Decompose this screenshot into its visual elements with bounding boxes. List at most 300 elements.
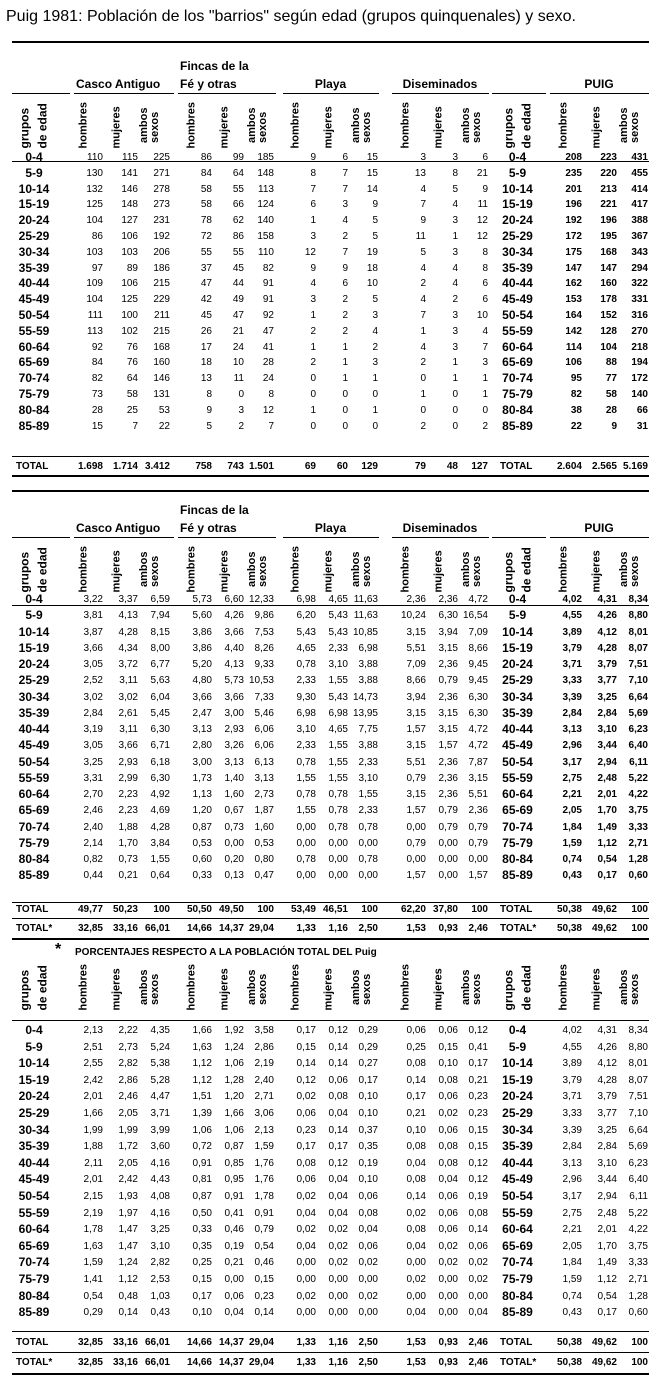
data-cell: 0,08 xyxy=(358,1207,378,1219)
data-cell: 0,21 xyxy=(406,1108,426,1119)
data-cell: 3,88 xyxy=(358,740,378,752)
col-header-text: ambos sexos xyxy=(460,969,483,1005)
col-header-text: mujeres xyxy=(590,550,603,593)
col-header-ambos xyxy=(138,960,161,1016)
data-cell: 192 xyxy=(565,215,582,227)
total-cell: 1,16 xyxy=(328,923,348,934)
data-cell: 6 xyxy=(342,152,348,163)
age-group-label: 50-54 xyxy=(18,754,50,769)
data-cell: 2 xyxy=(342,310,348,321)
data-cell: 0,00 xyxy=(358,870,378,882)
data-cell: 0,87 xyxy=(192,1191,212,1202)
data-cell: 431 xyxy=(631,152,648,163)
data-cell: 0,15 xyxy=(438,1041,458,1053)
table-row xyxy=(0,150,659,165)
data-cell: 7 xyxy=(342,167,348,179)
data-cell: 2,05 xyxy=(562,1240,582,1252)
data-cell: 316 xyxy=(631,310,648,321)
data-cell: 15 xyxy=(366,167,378,179)
age-header-grupos-left xyxy=(14,98,32,154)
data-cell: 8,07 xyxy=(628,1074,648,1086)
data-cell: 0,00 xyxy=(406,854,426,865)
data-cell: 1 xyxy=(342,373,348,385)
age-group-label-puig: 25-29 xyxy=(502,1106,533,1120)
col-header-text: ambos sexos xyxy=(618,551,641,587)
data-cell: 1 xyxy=(310,310,316,321)
data-cell: 58 xyxy=(126,389,138,400)
age-group-label-puig: 80-84 xyxy=(502,1288,533,1303)
header-fincas-top: Fincas de la xyxy=(180,503,249,517)
data-cell: 4,28 xyxy=(150,821,170,833)
data-cell: 0 xyxy=(452,389,458,400)
total-cell: 49,62 xyxy=(591,1357,617,1368)
data-cell: 44 xyxy=(232,278,244,290)
data-cell: 201 xyxy=(565,183,582,195)
data-cell: 0,78 xyxy=(328,789,348,800)
data-cell: 7 xyxy=(342,183,348,195)
data-cell: 2,42 xyxy=(83,1074,103,1086)
col-header-mujeres xyxy=(428,98,445,154)
data-cell: 0,12 xyxy=(328,1025,348,1036)
data-cell: 6,71 xyxy=(150,740,170,752)
data-cell: 1,97 xyxy=(118,1207,138,1219)
data-cell: 0,33 xyxy=(192,1224,212,1236)
data-cell: 0,14 xyxy=(328,1058,348,1070)
total-cell: 3.412 xyxy=(144,461,170,472)
col-header-mujeres xyxy=(318,542,335,598)
age-group-label-puig: 5-9 xyxy=(508,1039,527,1054)
data-cell: 114 xyxy=(565,341,582,353)
col-header-text: hombres xyxy=(289,546,302,593)
data-cell: 2,01 xyxy=(597,789,617,800)
data-cell: 2 xyxy=(372,341,378,353)
age-group-label-puig: 70-74 xyxy=(502,371,533,386)
data-cell: 1,63 xyxy=(83,1240,103,1252)
data-cell: 0,06 xyxy=(358,1191,378,1202)
col-header-hombres xyxy=(553,960,570,1016)
header-playa-underline xyxy=(283,537,379,538)
total-cell: 2,46 xyxy=(468,923,488,934)
header-age-underline-right xyxy=(492,537,546,538)
age-group-label-puig: 45-49 xyxy=(502,292,533,307)
data-cell: 0,87 xyxy=(224,1141,244,1153)
col-header-hombres xyxy=(73,98,90,154)
data-cell: 3 xyxy=(452,310,458,321)
data-cell: 1,55 xyxy=(296,805,316,817)
col-header-ambos xyxy=(138,98,161,154)
data-cell: 62 xyxy=(232,215,244,227)
data-cell: 55 xyxy=(200,246,212,258)
total-cell: 129 xyxy=(361,461,378,472)
age-header-text: de edad xyxy=(519,965,534,1011)
age-group-label: 50-54 xyxy=(18,1189,50,1203)
age-group-label: 55-59 xyxy=(18,770,50,785)
data-cell: 3,39 xyxy=(562,691,582,703)
data-cell: 2 xyxy=(342,231,348,242)
table-row xyxy=(0,1272,659,1287)
data-cell: 6,23 xyxy=(628,724,648,735)
data-cell: 3,11 xyxy=(119,675,138,687)
table-rule xyxy=(12,490,649,492)
data-cell: 1,12 xyxy=(597,837,617,849)
data-cell: 1,70 xyxy=(597,1240,617,1252)
total-cell: 5.169 xyxy=(622,461,648,472)
data-cell: 3,31 xyxy=(83,772,103,784)
total-cell: 33,16 xyxy=(112,923,138,934)
data-cell: 6 xyxy=(482,294,488,306)
data-cell: 140 xyxy=(631,389,648,400)
data-cell: 0,15 xyxy=(254,1274,274,1285)
data-cell: 2,22 xyxy=(118,1025,138,1036)
age-group-label: 10-14 xyxy=(18,181,50,196)
data-cell: 19 xyxy=(366,246,378,258)
data-cell: 0,23 xyxy=(254,1290,274,1302)
data-cell: 0,79 xyxy=(438,675,458,687)
data-cell: 6,23 xyxy=(628,1157,648,1169)
data-cell: 0,46 xyxy=(254,1257,274,1269)
total-cell: 69 xyxy=(304,461,316,472)
data-cell: 0,78 xyxy=(328,821,348,833)
data-cell: 4,02 xyxy=(562,1025,582,1036)
data-cell: 2,99 xyxy=(118,772,138,784)
header-diseminados: Diseminados xyxy=(402,521,478,535)
total-cell: 127 xyxy=(471,461,488,472)
data-cell: 2,46 xyxy=(118,1091,138,1103)
data-cell: 132 xyxy=(86,183,103,195)
data-cell: 9 xyxy=(482,183,488,195)
header-playa: Playa xyxy=(314,521,347,535)
table-row xyxy=(0,182,659,197)
data-cell: 331 xyxy=(631,294,648,306)
data-cell: 100 xyxy=(121,310,138,321)
table-row xyxy=(0,820,659,835)
data-cell: 3 xyxy=(452,152,458,163)
age-group-label-puig: 20-24 xyxy=(502,1089,533,1104)
data-cell: 58 xyxy=(200,199,212,211)
data-cell: 2,93 xyxy=(224,724,244,735)
data-cell: 0,79 xyxy=(406,837,426,849)
data-cell: 3,10 xyxy=(358,772,378,784)
data-cell: 2,82 xyxy=(118,1058,138,1070)
data-cell: 218 xyxy=(631,341,648,353)
data-cell: 0,02 xyxy=(296,1191,316,1202)
data-cell: 0,06 xyxy=(296,1174,316,1186)
col-header-text: mujeres xyxy=(432,106,445,149)
age-group-label-puig: 80-84 xyxy=(502,402,533,417)
age-header-grupos-left xyxy=(14,960,32,1016)
data-cell: 106 xyxy=(565,357,582,369)
table-rule xyxy=(12,918,649,919)
data-cell: 0,95 xyxy=(224,1174,244,1186)
table-row xyxy=(0,340,659,355)
total-cell: 2.565 xyxy=(591,461,617,472)
data-cell: 0,25 xyxy=(192,1257,212,1269)
data-cell: 0,13 xyxy=(224,870,244,882)
data-cell: 215 xyxy=(153,325,170,337)
data-cell: 2 xyxy=(420,278,426,290)
data-cell: 3,05 xyxy=(83,740,103,752)
data-cell: 2,96 xyxy=(562,1174,582,1186)
header-casco-antiguo: Casco Antiguo xyxy=(76,521,161,535)
total-cell: 49,62 xyxy=(591,904,617,915)
data-cell: 0,08 xyxy=(296,1157,316,1169)
table-row xyxy=(0,608,659,623)
data-cell: 0,00 xyxy=(438,854,458,865)
data-cell: 104 xyxy=(86,215,103,227)
data-cell: 1 xyxy=(452,373,458,385)
data-cell: 2,19 xyxy=(254,1058,274,1070)
data-cell: 6,13 xyxy=(254,756,274,768)
data-cell: 2 xyxy=(342,294,348,306)
data-cell: 0,79 xyxy=(438,805,458,817)
table-total-row xyxy=(0,902,659,917)
data-cell: 130 xyxy=(86,167,103,179)
data-cell: 1,06 xyxy=(192,1124,212,1136)
note-asterisk: * xyxy=(55,941,62,958)
data-cell: 0 xyxy=(372,420,378,432)
data-cell: 0,15 xyxy=(468,1141,488,1153)
total-cell: 49,62 xyxy=(591,1337,617,1348)
age-group-label-puig: 30-34 xyxy=(502,689,533,704)
age-group-label: 55-59 xyxy=(18,323,50,338)
data-cell: 58 xyxy=(605,389,617,400)
col-header-text: mujeres xyxy=(322,106,335,149)
data-cell: 5,24 xyxy=(150,1041,170,1053)
age-group-label: 0-4 xyxy=(25,592,43,606)
table-row xyxy=(0,803,659,818)
total-cell: 32,85 xyxy=(77,923,103,934)
data-cell: 206 xyxy=(153,246,170,258)
total-cell: 2,50 xyxy=(358,1337,378,1348)
table-rule xyxy=(12,1352,649,1353)
col-header-text: ambos sexos xyxy=(460,551,483,587)
col-header-text: hombres xyxy=(289,102,302,149)
age-group-label: 70-74 xyxy=(18,1255,50,1270)
data-cell: 2 xyxy=(452,294,458,306)
table-row xyxy=(0,755,659,770)
data-cell: 0,14 xyxy=(118,1307,138,1319)
age-header-text: grupos xyxy=(17,551,32,593)
data-cell: 124 xyxy=(257,199,274,211)
data-cell: 6,98 xyxy=(296,707,316,719)
data-cell: 0,85 xyxy=(224,1157,244,1169)
data-cell: 21 xyxy=(476,167,488,179)
data-cell: 0,02 xyxy=(296,1290,316,1302)
data-cell: 1,12 xyxy=(597,1274,617,1285)
data-cell: 0,17 xyxy=(358,1074,378,1086)
data-cell: 64 xyxy=(232,167,244,179)
data-cell: 0,14 xyxy=(296,1058,316,1070)
data-cell: 1 xyxy=(482,389,488,400)
data-cell: 0,04 xyxy=(296,1240,316,1252)
data-cell: 3,60 xyxy=(150,1141,170,1153)
data-cell: 2,23 xyxy=(118,789,138,800)
data-cell: 3,87 xyxy=(83,626,103,638)
data-cell: 2,53 xyxy=(150,1274,170,1285)
data-cell: 1,70 xyxy=(597,805,617,817)
age-group-label: 10-14 xyxy=(18,624,50,639)
data-cell: 82 xyxy=(262,262,274,274)
data-cell: 0,00 xyxy=(468,854,488,865)
data-cell: 3,10 xyxy=(296,724,316,735)
age-group-label: 60-64 xyxy=(18,1222,50,1237)
data-cell: 2,84 xyxy=(597,707,617,719)
data-cell: 6,98 xyxy=(358,642,378,654)
total-label: TOTAL xyxy=(16,1337,49,1348)
data-cell: 0,00 xyxy=(358,837,378,849)
total-cell: 2,46 xyxy=(468,1337,488,1348)
data-cell: 213 xyxy=(600,183,617,195)
data-cell: 7,51 xyxy=(628,1091,648,1103)
data-cell: 3,39 xyxy=(562,1124,582,1136)
data-cell: 106 xyxy=(121,278,138,290)
data-cell: 3,58 xyxy=(254,1025,274,1036)
total-cell: 1,33 xyxy=(296,1357,316,1368)
data-cell: 3,05 xyxy=(83,659,103,670)
data-cell: 0,43 xyxy=(562,1307,582,1319)
table-row xyxy=(0,1172,659,1187)
data-cell: 4,72 xyxy=(468,740,488,752)
data-cell: 3,71 xyxy=(150,1108,170,1119)
age-group-label-puig: 85-89 xyxy=(502,418,533,433)
age-group-label: 75-79 xyxy=(18,387,50,401)
data-cell: 66 xyxy=(232,199,244,211)
age-group-label-puig: 50-54 xyxy=(502,754,533,769)
data-cell: 148 xyxy=(121,199,138,211)
data-cell: 3,10 xyxy=(150,1240,170,1252)
col-header-text: mujeres xyxy=(218,968,231,1011)
data-cell: 9,30 xyxy=(296,691,316,703)
age-group-label-puig: 75-79 xyxy=(502,387,533,401)
data-cell: 0,19 xyxy=(358,1157,378,1169)
data-cell: 0,21 xyxy=(118,870,138,882)
data-cell: 0,12 xyxy=(328,1157,348,1169)
data-cell: 0,00 xyxy=(438,870,458,882)
data-cell: 0,00 xyxy=(358,1274,378,1285)
data-cell: 97 xyxy=(91,262,103,274)
data-cell: 3,13 xyxy=(254,772,274,784)
age-group-label: 85-89 xyxy=(18,868,50,883)
data-cell: 3 xyxy=(342,199,348,211)
data-cell: 21 xyxy=(232,325,244,337)
data-cell: 2,33 xyxy=(358,805,378,817)
data-cell: 2,84 xyxy=(83,707,103,719)
data-cell: 8 xyxy=(482,262,488,274)
data-cell: 3,25 xyxy=(597,1124,617,1136)
data-cell: 8,34 xyxy=(628,1025,648,1036)
data-cell: 9,86 xyxy=(254,610,274,622)
total-cell: 1,33 xyxy=(296,1337,316,1348)
data-cell: 0,00 xyxy=(438,837,458,849)
data-cell: 0,29 xyxy=(358,1025,378,1036)
data-cell: 5,60 xyxy=(192,610,212,622)
data-cell: 0,00 xyxy=(224,1274,244,1285)
age-group-label: 5-9 xyxy=(25,608,43,623)
col-header-mujeres xyxy=(106,98,123,154)
age-group-label: 15-19 xyxy=(18,1072,50,1087)
data-cell: 2,15 xyxy=(83,1191,103,1202)
data-cell: 24 xyxy=(232,341,244,353)
age-group-label: 35-39 xyxy=(18,1139,50,1154)
age-group-label-puig: 50-54 xyxy=(502,308,533,322)
col-header-text: mujeres xyxy=(590,968,603,1011)
data-cell: 3,66 xyxy=(192,691,212,703)
header-age-underline-left xyxy=(12,93,70,94)
total-label-puig: TOTAL* xyxy=(500,923,537,934)
age-group-label: 65-69 xyxy=(18,355,50,370)
age-group-label: 20-24 xyxy=(18,1089,50,1104)
data-cell: 0,10 xyxy=(406,1124,426,1136)
data-cell: 2,73 xyxy=(118,1041,138,1053)
data-cell: 2,36 xyxy=(438,789,458,800)
data-cell: 0,06 xyxy=(438,1191,458,1202)
data-cell: 0,14 xyxy=(328,1041,348,1053)
col-header-mujeres xyxy=(214,542,231,598)
data-cell: 152 xyxy=(600,310,617,321)
data-cell: 2,84 xyxy=(562,1141,582,1153)
data-cell: 0,17 xyxy=(296,1025,316,1036)
total-cell: 0,93 xyxy=(438,1357,458,1368)
data-cell: 0,00 xyxy=(328,854,348,865)
data-cell: 7 xyxy=(310,183,316,195)
data-cell: 13,95 xyxy=(352,707,378,719)
data-cell: 0,02 xyxy=(406,1274,426,1285)
data-cell: 0,15 xyxy=(192,1274,212,1285)
col-header-hombres xyxy=(285,542,302,598)
data-cell: 86 xyxy=(91,231,103,242)
data-cell: 4,31 xyxy=(597,594,617,605)
data-cell: 1 xyxy=(482,373,488,385)
data-cell: 18 xyxy=(200,357,212,369)
data-cell: 8 xyxy=(452,167,458,179)
data-cell: 0,20 xyxy=(224,854,244,865)
data-cell: 113 xyxy=(258,183,274,195)
col-header-hombres xyxy=(73,542,90,598)
data-cell: 9,45 xyxy=(468,675,488,687)
col-header-text: mujeres xyxy=(322,968,335,1011)
table-row xyxy=(0,738,659,753)
age-group-label: 40-44 xyxy=(18,276,50,291)
header-diseminados: Diseminados xyxy=(402,77,478,91)
data-cell: 2,36 xyxy=(438,756,458,768)
table-row xyxy=(0,868,659,883)
data-cell: 45 xyxy=(232,262,244,274)
data-cell: 0,14 xyxy=(406,1074,426,1086)
data-cell: 4,13 xyxy=(224,659,244,670)
data-cell: 1,57 xyxy=(406,870,426,882)
data-cell: 6,40 xyxy=(628,740,648,752)
data-cell: 5 xyxy=(372,294,378,306)
data-cell: 14 xyxy=(366,183,378,195)
data-cell: 1,12 xyxy=(118,1274,138,1285)
data-cell: 0,00 xyxy=(438,1307,458,1319)
data-cell: 1 xyxy=(372,373,378,385)
data-cell: 229 xyxy=(153,294,170,306)
total-cell: 14,37 xyxy=(218,1337,244,1348)
data-cell: 4,02 xyxy=(562,594,582,605)
data-cell: 0,12 xyxy=(296,1074,316,1086)
data-cell: 0 xyxy=(342,389,348,400)
data-cell: 0,64 xyxy=(150,870,170,882)
data-cell: 3,79 xyxy=(597,1091,617,1103)
data-cell: 2,33 xyxy=(328,642,348,654)
data-cell: 37 xyxy=(200,262,212,274)
age-group-label: 35-39 xyxy=(18,705,50,720)
data-cell: 7,51 xyxy=(628,659,648,670)
data-cell: 0,00 xyxy=(296,1257,316,1269)
age-group-label: 30-34 xyxy=(18,689,50,704)
data-cell: 86 xyxy=(232,231,244,242)
